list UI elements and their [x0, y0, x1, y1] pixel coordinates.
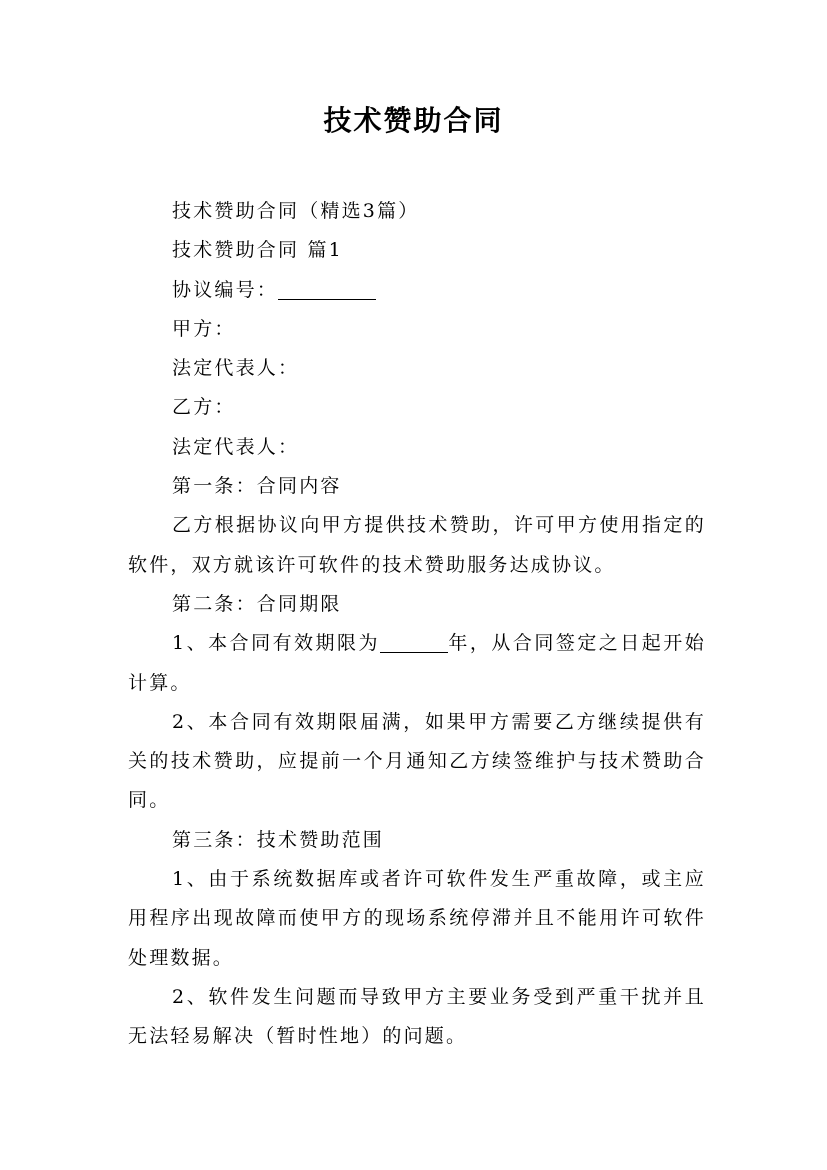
article-2-item-1-start: 1、本合同有效期限为 [172, 632, 381, 655]
article-1-text: 乙方根据协议向甲方提供技术赞助，许可甲方使用指定的软件，双方就该许可软件的技术赞助服务达成协议。 [128, 514, 706, 576]
article-3-heading: 第三条：技术赞助范围 [172, 828, 385, 851]
article-3-item-1: 1、由于系统数据库或者许可软件发生严重故障，或主应用程序出现故障而使甲方的现场系统停滞并且不能用许可软件处理数据。 [128, 868, 706, 969]
party-b-label: 乙方： [172, 396, 236, 419]
agreement-number-label: 协议编号： [172, 278, 279, 301]
paragraph-subtitle: 技术赞助合同（精选3篇） [172, 200, 420, 222]
article-2-item-1-end: 年，从合同签定之日起开始计算。 [128, 632, 706, 694]
document-title: 技术赞助合同 [323, 104, 504, 137]
contract-term-blank [380, 630, 448, 653]
document-body [128, 192, 706, 1057]
party-a-representative-label: 法定代表人： [172, 357, 300, 380]
party-a-label: 甲方： [172, 317, 236, 340]
agreement-number-line [128, 271, 706, 310]
article-2-item-1 [128, 624, 706, 703]
article-2-heading: 第二条：合同期限 [172, 592, 342, 615]
paragraph-part-heading: 技术赞助合同 篇1 [172, 239, 343, 262]
agreement-number-blank [278, 277, 376, 300]
party-b-representative-label: 法定代表人： [172, 435, 300, 458]
article-3-item-2: 2、软件发生问题而导致甲方主要业务受到严重干扰并且无法轻易解决（暂时性地）的问题。 [128, 985, 706, 1048]
article-2-item-2: 2、本合同有效期限届满，如果甲方需要乙方继续提供有关的技术赞助，应提前一个月通知乙方续签维护与技术赞助合同。 [128, 710, 706, 812]
article-1-heading: 第一条：合同内容 [172, 475, 342, 498]
